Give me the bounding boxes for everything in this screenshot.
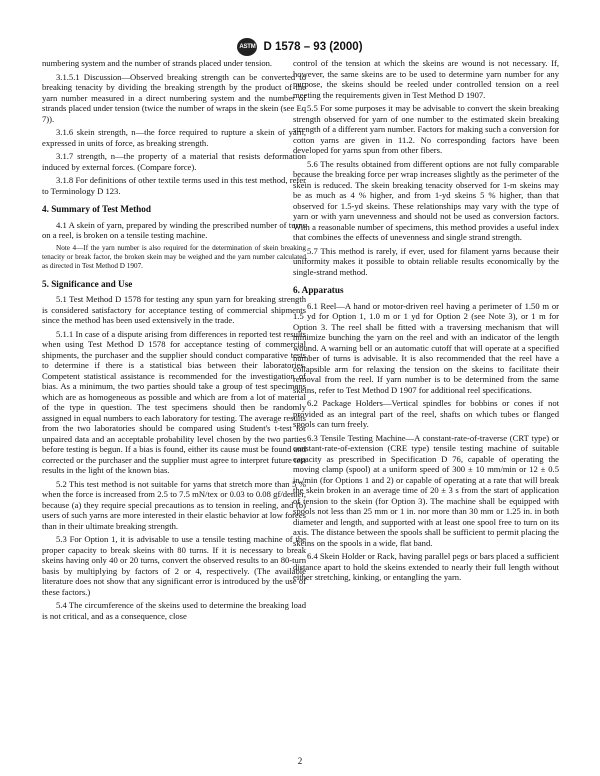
section-heading: 5. Significance and Use (42, 278, 133, 289)
paragraph: 5.1 Test Method D 1578 for testing any spun yarn for breaking strength is considered satisfactory for acceptance testing of commercial shipments since the method has been used extensively in the trade. (42, 294, 306, 325)
paragraph: control of the tension at which the skeins are wound is not necessary. If, however, the same skeins are to be used to determine yarn number for any purpose, the skeins should be reeled under controlled tension on a reel meeting the requirements given in Test Method D 1907. (293, 58, 559, 100)
paragraph: 5.6 The results obtained from different options are not fully comparable because the breaking force per wrap increases slightly as the perimeter of the skein is reduced. The skein breaking tenacity observed for 1-m skeins may be as much as 4 % higher, and from 1-yd skeins 5 % higher, than that observed for 1.5-yd skeins. These relationships may vary with the type of yarn or with yarn unevenness and should not be used as conversion factors. With a reasonable number of specimens, this method provides a useful index that combines the effects of unevenness and single strand strength. (293, 158, 559, 242)
section-heading: 4. Summary of Test Method (42, 204, 151, 214)
paragraph: 5.7 This method is rarely, if ever, used for filament yarns because their uniformity makes it possible to obtain reliable results economically by the single-strand method. (293, 245, 559, 277)
paragraph: 5.3 For Option 1, it is advisable to use a tensile testing machine of the proper capacity to break skeins with 80 turns. If it is necessary to break skeins having only 40 or 20 turns, convert the observed results to an 80-turn basis by multiplying by factors of 2 or 4, respectively. (The available literature does not show that any significant error is introduced by the use of these factors.) (42, 534, 306, 597)
left-column (42, 58, 306, 624)
paragraph: 3.1.5.1 Discussion—Observed breaking strength can be converted to breaking tenacity by dividing the breaking strength by the product of the yarn number measured in a direct numbering system and the number of strands placed under tension (twice the number of wraps in the skein (see Eq 7)). (42, 71, 306, 124)
paragraph: 3.1.6 skein strength, n—the force required to rupture a skein of yarn, expressed in units of force, as breaking strength. (42, 127, 306, 148)
paragraph: 3.1.7 strength, n—the property of a material that resists deformation induced by external forces. (Compare force). (42, 151, 306, 172)
paragraph: 3.1.8 For definitions of other textile terms used in this test method, refer to Terminology D 123. (42, 175, 306, 196)
page-number: 2 (297, 756, 303, 766)
paragraph: 6.4 Skein Holder or Rack, having parallel pegs or bars placed a sufficient distance apart to hold the skeins extended to nearly their full length without either stretching, kinking, or entangling the yarn. (293, 551, 559, 582)
paragraph: 4.1 A skein of yarn, prepared by winding the prescribed number of turns on a reel, is broken on a tensile testing machine. (42, 219, 306, 240)
paragraph: 6.1 Reel—A hand or motor-driven reel having a perimeter of 1.50 m or 1.5 yd for Option 1, 1.0 m or 1 yd for Option 2 (see Note 3), or 1 m for Option 3. The reel shall be fitted with a traversing mechanism that will minimize bunching the yarn on the reel and with an indicator of the length wound. A warning bell or an automatic cutoff that will operate at a specified number of turns is advisable. It is also recommended that the reel have a collapsible arm for relaxing the tension on the skeins to facilitate their removal from the reel. If yarn number is to be determined from the same skeins, refer to Test Method D 1907 for additional reel specifications. (293, 300, 559, 395)
paragraph: 5.1.1 In case of a dispute arising from differences in reported test results when using Test Method D 1578 for acceptance testing of commercial shipments, the purchaser and the supplier should conduct comparative tests to determine if there is a statistical bias between their laboratories. Competent statistical assistance is recommended for the investigation of bias. As a minimum, the two parties should take a group of test specimens which are as homogeneous as possible and which are from a lot of material of the type in question. The test specimens should then be randomly assigned in equal numbers to each laboratory for testing. The average results from the two laboratories should be compared using Student's t-test for unpaired data and an acceptable probability level chosen by the two parties before testing is begun. If a bias is found, either its cause must be found and corrected or the purchaser and the supplier must agree to interpret future test results in the light of the known bias. (42, 328, 306, 475)
paragraph: numbering system and the number of strands placed under tension. (42, 58, 273, 68)
paragraph: 5.4 The circumference of the skeins used to determine the breaking load is not critical, and as a consequence, close (42, 600, 306, 621)
paragraph: 5.2 This test method is not suitable for yarns that stretch more than 5 % when the force is increased from 2.5 to 7.5 mN/tex or 0.03 to 0.08 gf/denier, because (a) they require special precautions as to tension in reeling, and (b) users of such yarns are more interested in their elastic behavior at low forces than in their ultimate breaking strength. (42, 478, 306, 531)
right-column (293, 58, 559, 586)
paragraph: 6.2 Package Holders—Vertical spindles for bobbins or cones if not provided as an integral part of the reel, shafts on which tubes or flanged spools can turn freely. (293, 398, 559, 429)
paragraph: 5.5 For some purposes it may be advisable to convert the skein breaking strength observed for yarn of one number to the estimated skein breaking strength of a different yarn number. Factors for making such a conversion for cotton yarns are given in 11.2. No corresponding factors have been developed for yarns spun from other fibers. (293, 103, 559, 155)
section-heading: 6. Apparatus (293, 285, 344, 295)
page-header (0, 38, 600, 56)
paragraph: 6.3 Tensile Testing Machine—A constant-rate-of-traverse (CRT type) or constant-rate-of-extension (CRE type) tensile testing machine of suitable capacity as prescribed in Specification D 76, capable of operating the moving clamp (spool) at a uniform speed of 300 ± 10 mm/min or 12 ± 0.5 in./min (for Options 1 and 2) or capable of operating at a rate that will break the skein broken in an average time of 20 ± 3 s from the start of application of tension to the skein (for Option 3). The machine shall be equipped with spools not less than 25 mm or 1 in. nor more than 30 mm or 1.25 in. in both diameter and length, and supported with at least one spool free to turn on its axis. The distance between the spools shall be sufficient to permit placing the skeins on the spools in a wide, flat band. (293, 432, 559, 548)
standard-designation: D 1578 – 93 (2000) (263, 41, 363, 53)
astm-logo-icon: ASTM (237, 38, 257, 56)
note: Note 4—If the yarn number is also required for the determination of skein breaking tenacity or break factor, the broken skein may be weighed and the yarn number calculated as directed in Test Method D 1907. (42, 243, 306, 270)
